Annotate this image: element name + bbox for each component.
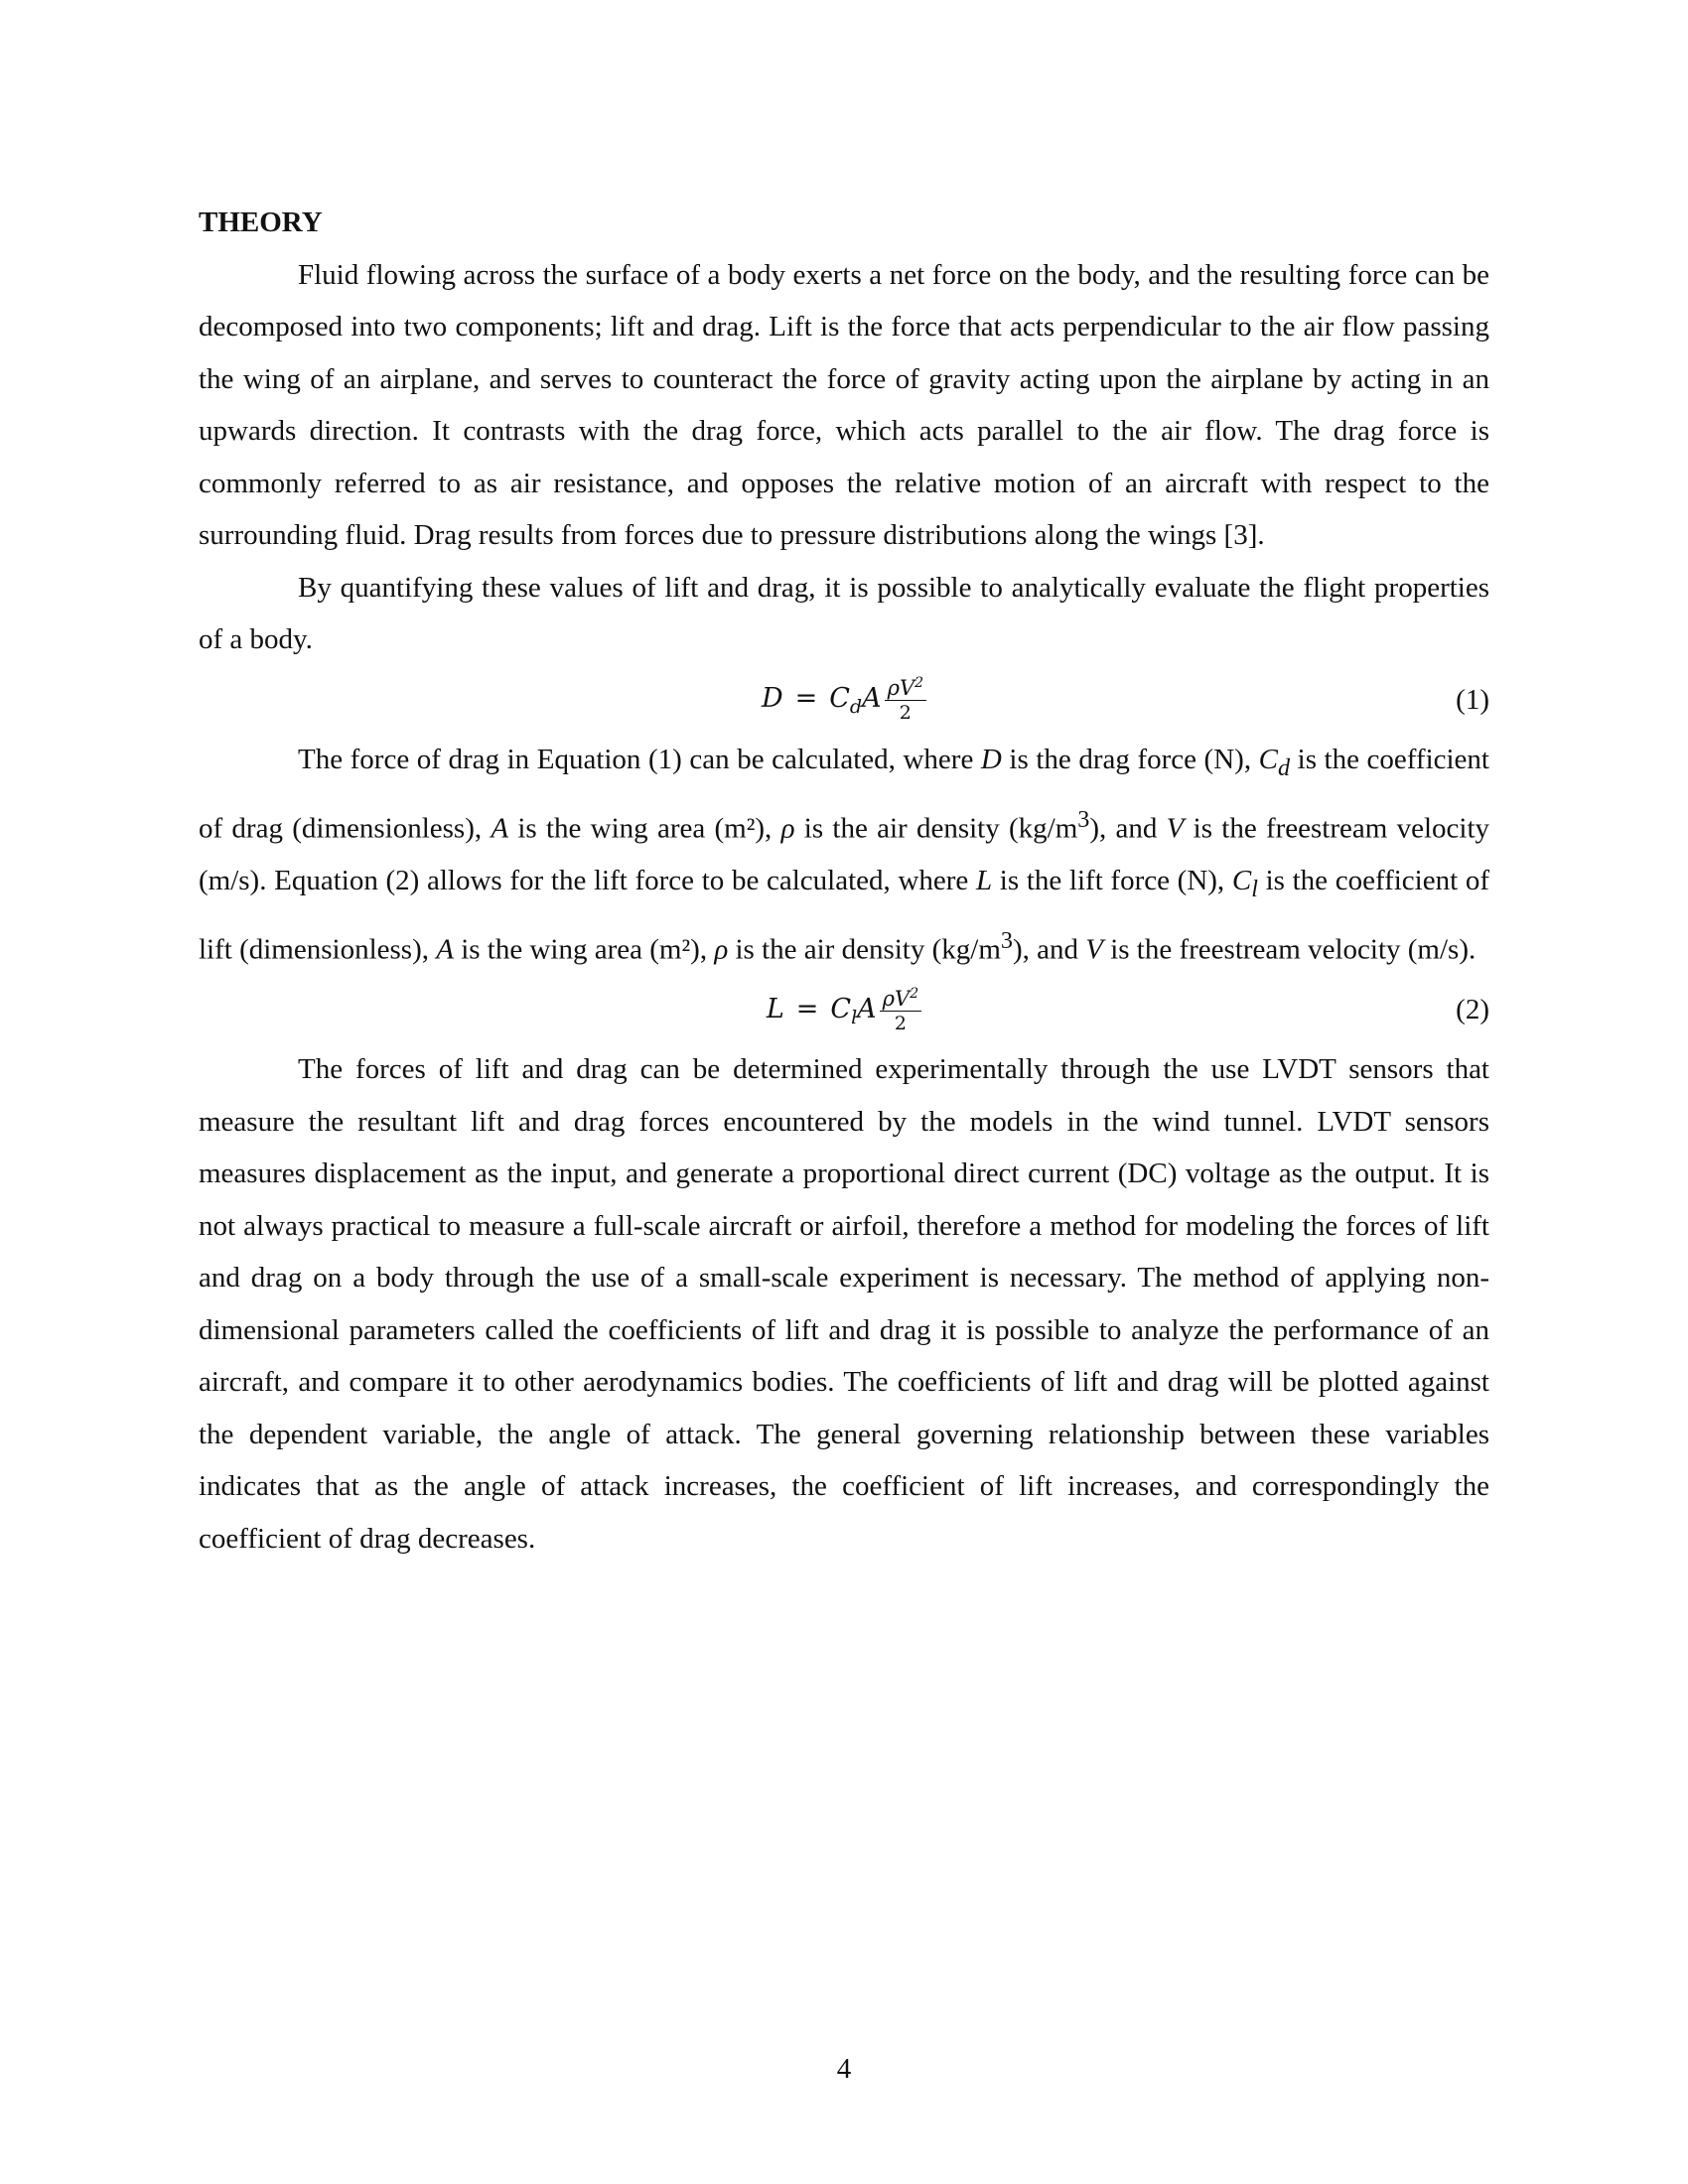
eq1-rho: ρ	[887, 676, 900, 700]
equation-drag-body	[199, 666, 1489, 734]
eq2-fraction	[880, 987, 921, 1033]
section-heading: THEORY	[199, 206, 323, 238]
equation-lift-body	[199, 976, 1489, 1043]
p3-text: ), and	[1012, 933, 1086, 966]
p3-var-a: A	[436, 933, 454, 966]
eq1-denominator: 2	[899, 702, 912, 724]
eq2-rho: ρ	[882, 986, 896, 1011]
page-content	[199, 197, 1489, 1565]
p3-text: ), and	[1089, 812, 1167, 845]
p3-text: is the freestream velocity (m/s).	[1102, 933, 1477, 966]
eq2-exponent: 2	[910, 985, 919, 1002]
p3-exp: 3	[1000, 927, 1013, 955]
eq1-equals: =	[794, 683, 818, 715]
eq1-coef: C	[829, 683, 850, 715]
equation-lift	[199, 976, 1489, 1043]
p3-text: is the wing area (m²),	[453, 933, 715, 966]
eq2-equals: =	[795, 994, 819, 1025]
paragraph-intro: Fluid flowing across the surface of a body exerts a net force on the body, and the resulting force can be decomposed into two components; lift and drag. Lift is the force that acts perpendicular to the air flow passing the wing of an airplane, and serves to counteract the force of gravity acting upon the airplane by acting in an upwards direction. It contrasts with the drag force, which acts parallel to the air flow. The drag force is commonly referred to as air resistance, and opposes the relative motion of an aircraft with respect to the surrounding fluid. Drag results from forces due to pressure distributions along the wings [3].	[199, 258, 1489, 551]
equation-number-1: (1)	[1456, 683, 1489, 716]
eq2-area: A	[857, 994, 877, 1025]
p3-text: is the freestream velocity (m/s). Equation (2) allows for the lift force to be calculated, where	[199, 812, 1490, 896]
p3-var-cl: C	[1231, 864, 1252, 896]
eq2-lhs: L	[766, 994, 784, 1025]
p3-var-cd-sub: d	[1277, 753, 1291, 781]
p3-var-l: L	[975, 864, 993, 896]
p3-text: is the wing area (m²),	[508, 812, 781, 845]
eq2-denominator: 2	[894, 1012, 907, 1034]
p3-exp: 3	[1077, 805, 1090, 833]
p3-text: The force of drag in Equation (1) can be calculated, where	[298, 743, 981, 775]
eq1-numerator	[885, 676, 926, 701]
p3-var-d: D	[980, 743, 1002, 775]
eq1-lhs: D	[761, 683, 783, 715]
page-number: 4	[836, 2053, 852, 2085]
p3-var-cl-sub: l	[1251, 875, 1258, 902]
eq1-coef-sub: d	[849, 696, 863, 719]
p3-text: is the lift force (N),	[992, 864, 1232, 896]
eq2-numerator	[880, 987, 921, 1012]
paragraph-variables	[199, 734, 1489, 977]
p3-var-v: V	[1166, 812, 1185, 845]
p3-text: is the coefficient of lift (dimensionless),	[199, 864, 1489, 966]
equation-drag	[199, 666, 1489, 734]
p3-var-rho: ρ	[714, 933, 729, 966]
p3-var-rho: ρ	[780, 812, 795, 845]
p3-var-v: V	[1085, 933, 1103, 966]
eq2-coef-sub: l	[851, 1007, 858, 1029]
eq1-exponent: 2	[914, 675, 924, 691]
eq1-area: A	[862, 683, 882, 715]
eq1-v: V	[899, 676, 915, 700]
p3-text: is the coefficient of drag (dimensionless),	[199, 743, 1489, 845]
eq2-v: V	[895, 986, 911, 1011]
p3-var-cd: C	[1258, 743, 1278, 775]
p3-text: is the drag force (N),	[1001, 743, 1259, 775]
eq1-fraction	[885, 676, 926, 723]
equation-number-2: (2)	[1456, 994, 1489, 1026]
p3-text: is the air density (kg/m	[728, 933, 1001, 966]
eq2-coef: C	[830, 994, 852, 1025]
paragraph-experimental: The forces of lift and drag can be determined experimentally through the use LVDT sensors that measure the resultant lift and drag forces encountered by the models in the wind tunnel. LVDT sensors measures displacement as the input, and generate a proportional direct current (DC) voltage as the output. It is not always practical to measure a full-scale aircraft or airfoil, therefore a method for modeling the forces of lift and drag on a body through the use of a small-scale experiment is necessary. The method of applying non-dimensional parameters called the coefficients of lift and drag it is possible to analyze the performance of an aircraft, and compare it to other aerodynamics bodies. The coefficients of lift and drag will be plotted against the dependent variable, the angle of attack. The general governing relationship between these variables indicates that as the angle of attack increases, the coefficient of lift increases, and correspondingly the coefficient of drag decreases.	[199, 1053, 1489, 1555]
paragraph-quantifying: By quantifying these values of lift and drag, it is possible to analytically evaluate the flight properties of a body.	[199, 571, 1489, 655]
p3-var-a: A	[491, 812, 509, 845]
p3-text: is the air density (kg/m	[794, 812, 1078, 845]
